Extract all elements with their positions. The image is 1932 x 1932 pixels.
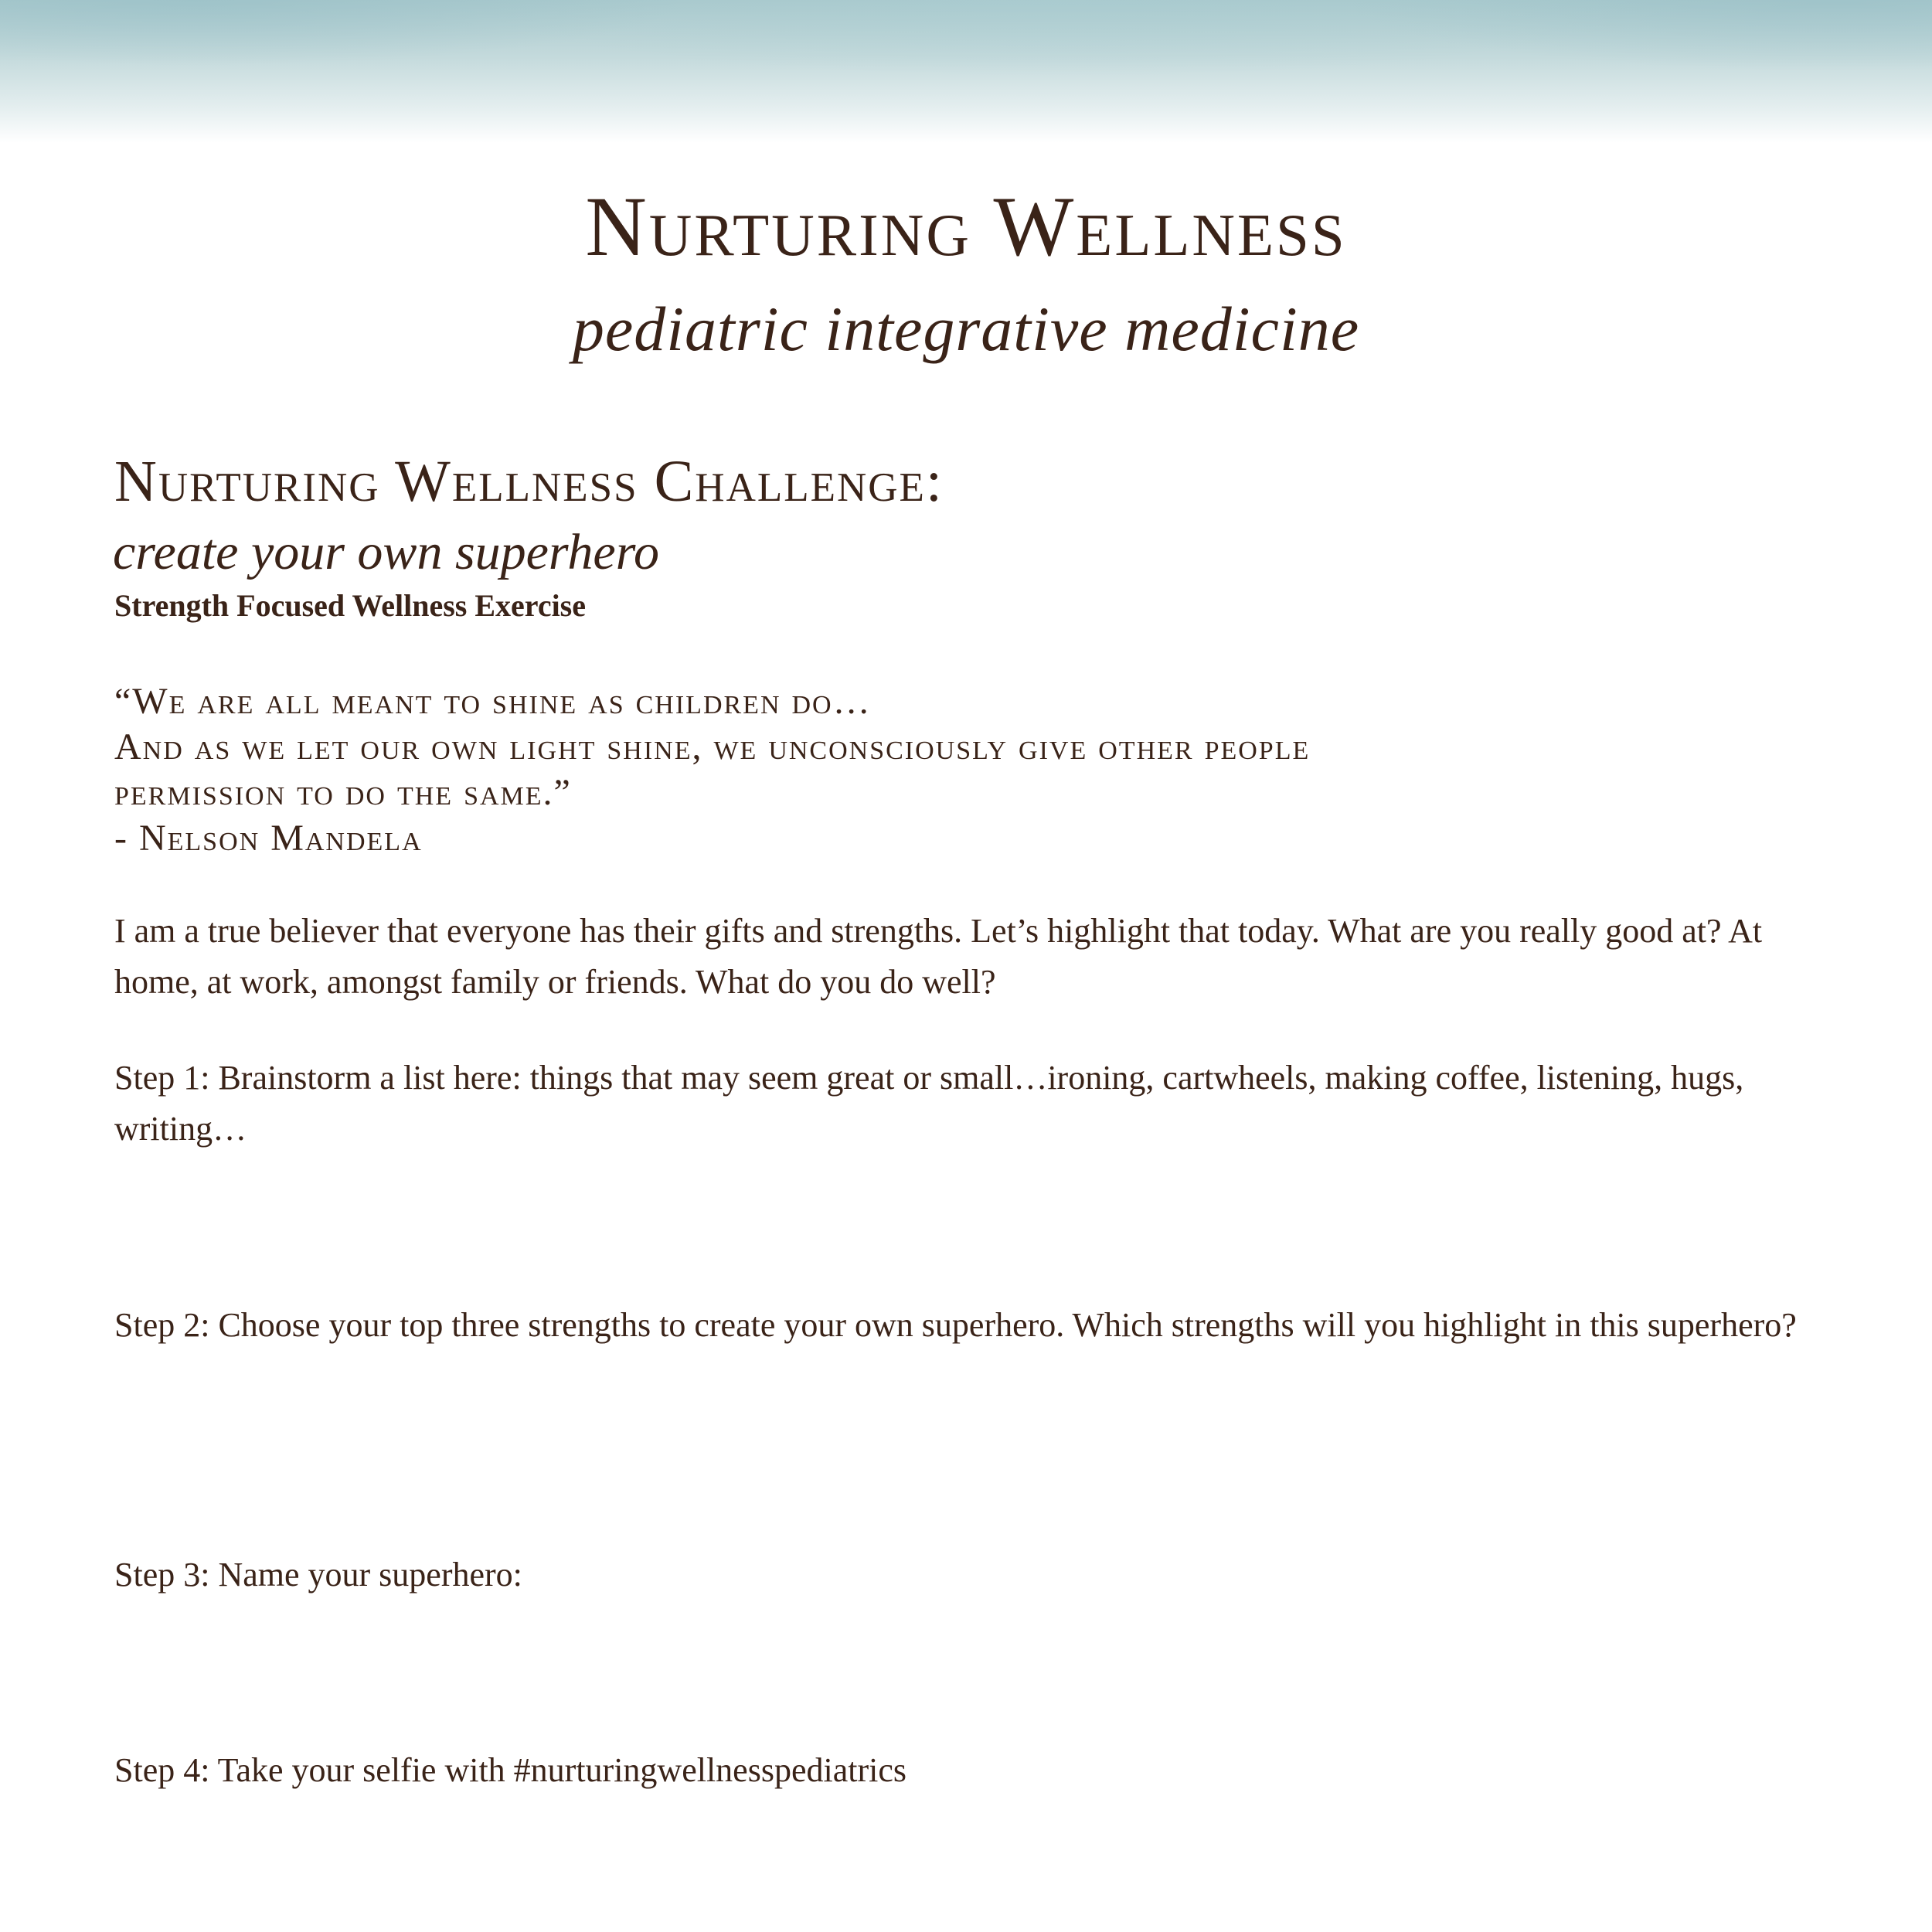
intro-paragraph: I am a true believer that everyone has their gifts and strengths. Let’s highlight that today. What are you really good at? At home, at work, amongst family or friends. What do you do well? [114, 912, 1763, 1001]
step-4: Step 4: Take your selfie with #nurturingwellnesspediatrics [114, 1751, 906, 1789]
quote-line-3: permission to do the same.” [114, 772, 572, 813]
quote-line-2: And as we let our own light shine, we unconsciously give other people [114, 726, 1311, 767]
watercolor-header-band [0, 0, 1932, 143]
step-1: Step 1: Brainstorm a list here: things that may seem great or small…ironing, cartwheels, making coffee, listening, hugs, writing… [114, 1059, 1744, 1148]
step-2: Step 2: Choose your top three strengths to create your own superhero. Which strengths will you highlight in this superhero? [114, 1306, 1797, 1344]
challenge-heading: Nurturing Wellness Challenge: [114, 449, 944, 514]
quote-attribution: - Nelson Mandela [114, 818, 423, 859]
quote-line-1: “We are all meant to shine as children do… [114, 681, 872, 722]
step-3: Step 3: Name your superhero: [114, 1556, 522, 1594]
brand-tagline: pediatric integrative medicine [572, 294, 1360, 364]
quote-block [114, 679, 1853, 861]
exercise-label: Strength Focused Wellness Exercise [114, 588, 586, 623]
brand-title: Nurturing Wellness [585, 179, 1347, 274]
challenge-subtitle: create your own superhero [113, 524, 659, 580]
